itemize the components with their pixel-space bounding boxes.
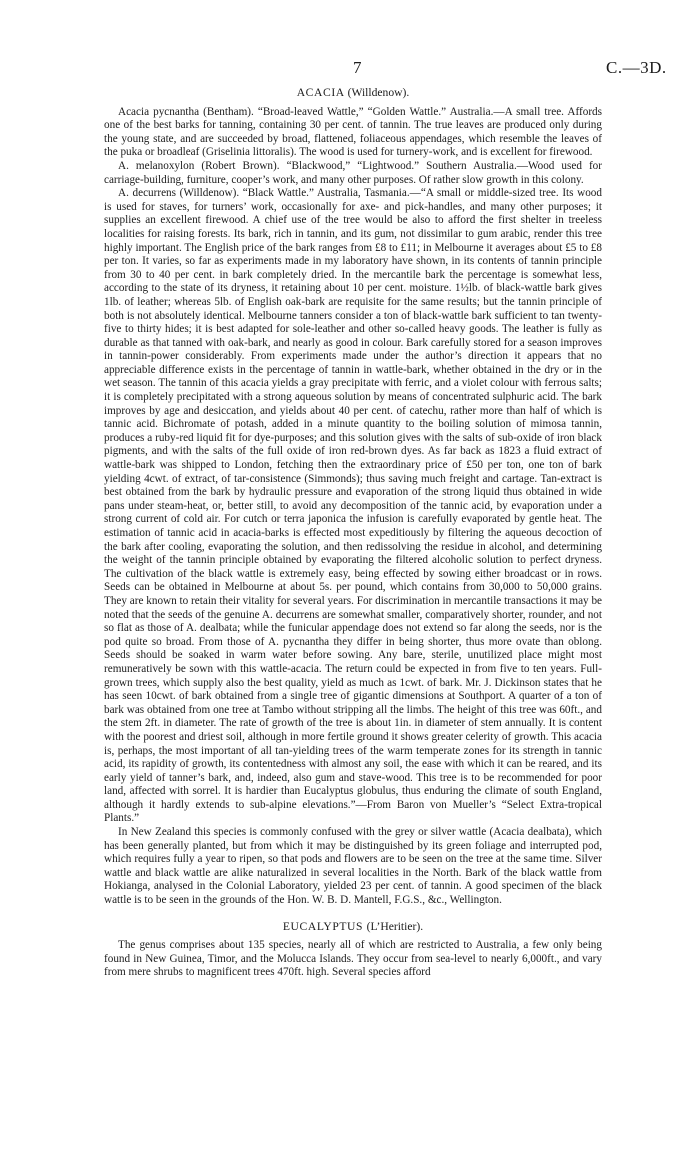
document-reference: C.—3D. — [606, 58, 667, 77]
paragraph-acacia-melanoxylon: A. melanoxylon (Robert Brown). “Blackwood,” “Lightwood.” Southern Australia.—Wood used for carriage-building, furniture, cooper’s work, and many other purposes. Of rather slow growth in this colony. — [104, 159, 602, 186]
genus-name: EUCALYPTUS — [282, 919, 364, 933]
genus-authority: (L’Heritier). — [366, 919, 424, 933]
section-heading-eucalyptus — [104, 920, 602, 934]
page-number: 7 — [353, 58, 362, 77]
genus-name: ACACIA — [296, 86, 345, 99]
paragraph-acacia-decurrens: A. decurrens (Willdenow). “Black Wattle.” Australia, Tasmania.—“A small or middle-sized tree. Its wood is used for staves, for turners’ work, occasionally for axe- and pick-handles, and many other purposes; it supplies an excellent firewood. A chief use of the tree would be also to afford the first shelter in treeless localities for raising forests. Its bark, rich in tannin, and its gum, not dissimilar to gum arabic, render this tree highly important. The English price of the bark ranges from £8 to £11; in Melbourne it averages about £5 to £8 per ton. It varies, so far as experiments made in my laboratory have shown, in its contents of tannin principle from 30 to 40 per cent. in bark completely dried. In the mercantile bark the percentage is somewhat less, according to the state of its dryness, it retaining about 10 per cent. moisture. 1½lb. of black-wattle bark gives 1lb. of leather; whereas 5lb. of English oak-bark are requisite for the same results; but the tannin principle of both is not absolutely identical. Melbourne tanners consider a ton of black-wattle bark sufficient to tan twenty-five to thirty hides; it is best adapted for sole-leather and other so-called heavy goods. The leather is fully as durable as that tanned with oak-bark, and nearly as good in colour. Bark carefully stored for a season improves in tannin-power considerably. From experiments made under the author’s direction it appears that no appreciable difference exists in the percentage of tannin in wattle-bark, whether obtained in the dry or in the wet season. The tannin of this acacia yields a gray precipitate with ferric, and a violet colour with ferrous salts; it is completely precipitated with a strong aqueous solution by means of concentrated sulphuric acid. The bark improves by age and desiccation, and yields about 40 per cent. of catechu, rather more than half of which is tannic acid. Bichromate of potash, added in a minute quantity to the boiling solution of mimosa tannin, produces a ruby-red liquid fit for dye-purposes; and this solution gives with the salts of sub-oxide of iron black pigments, and with the salts of the full oxide of iron red-brown dyes. As far back as 1823 a fluid extract of wattle-bark was shipped to London, fetching then the extraordinary price of £50 per ton, one ton of bark yielding 4cwt. of extract, of tar-consistence (Simmonds); thus saving much freight and cartage. Tan-extract is best obtained from the bark by hydraulic pressure and evaporation of the strong liquid thus obtained in wide pans under steam-heat, or, better still, to avoid any decomposition of the tannic acid, by evaporation under a strong current of cold air. For cutch or terra japonica the infusion is carefully evaporated by gentle heat. The estimation of tannic acid in acacia-barks is effected most expeditiously by filtering the aqueous decoction of the bark after cooling, evaporating the solution, and then redissolving the residue in alcohol, and determining the weight of the tannin principle obtained by evaporating the filtered alcoholic solution to perfect dryness. The cultivation of the black wattle is extremely easy, being effected by sowing either broadcast or in rows. Seeds can be obtained in Melbourne at about 5s. per pound, which contains from 30,000 to 50,000 grains. They are known to retain their vitality for several years. For discrimination in mercantile transactions it may be noted that the seeds of the genuine A. decurrens are somewhat smaller, comparatively shorter, rounder, and not so flat as those of A. dealbata; while the funicular appendage does not extend so far along the seeds, nor is the pod quite so broad. From those of A. pycnantha they differ in being shorter, thus more ovate than oblong. Seeds should be soaked in warm water before sowing. Any bare, sterile, unutilized place might most remuneratively be sown with this wattle-acacia. The return could be expected in from five to ten years. Full-grown trees, which supply also the best quality, yield as much as 1cwt. of bark. Mr. J. Dickinson states that he has seen 10cwt. of bark obtained from a single tree of gigantic dimensions at Southport. A quarter of a ton of bark was obtained from one tree at Tambo without stripping all the limbs. The height of this tree was 60ft., and the stem 2ft. in diameter. The rate of growth of the tree is about 1in. in diameter of stem annually. It is content with the poorest and driest soil, although in more fertile ground it shows greater celerity of growth. This acacia is, perhaps, the most important of all tan-yielding trees of the warm temperate zones for its strength in tannic acid, its rapidity of growth, its contentedness with almost any soil, the ease with which it can be reared, and its early yield of tanner’s bark, and, indeed, also gum and stave-wood. This tree is to be recommended for poor land, affected with sorrel. It is hardier than Eucalyptus globulus, thus enduring the climate of south England, although it hardly extends to sub-alpine elevations.”—From Baron von Mueller’s “Select Extra-tropical Plants.” — [104, 187, 602, 825]
paragraph-acacia-pycnantha: Acacia pycnantha (Bentham). “Broad-leaved Wattle,” “Golden Wattle.” Australia.—A small tree. Affords one of the best barks for tanning, containing 30 per cent. of tannin. The true leaves are produced only during the young state, and are succeeded by broad, flattened, foliaceous appendages, which resemble the leaves of the puka or broadleaf (Griselinia littoralis). The wood is used for turnery-work, and is excellent for firewood. — [104, 105, 602, 159]
genus-authority: (Willdenow). — [347, 86, 410, 99]
paragraph-new-zealand-note: In New Zealand this species is commonly confused with the grey or silver wattle (Acacia dealbata), which has been generally planted, but from which it may be distinguished by its green foliage and interrupted pod, which requires fully a year to ripen, so that pods and flowers are to be seen on the tree at the same time. Silver wattle and black wattle are alike naturalized in several localities in the North. Bark of the black wattle from Hokianga, analysed in the Colonial Laboratory, yielded 23 per cent. of tannin. A good specimen of the black wattle is to be seen in the grounds of the Hon. W. B. D. Mantell, F.G.S., &c., Wellington. — [104, 826, 602, 907]
section-heading-acacia — [104, 86, 602, 100]
document-body — [104, 86, 602, 980]
paragraph-eucalyptus-intro: The genus comprises about 135 species, nearly all of which are restricted to Australia, a few only being found in New Guinea, Timor, and the Molucca Islands. They occur from sea-level to nearly 6,000ft., and vary from mere shrubs to magnificent trees 470ft. high. Several species afford — [104, 939, 602, 979]
